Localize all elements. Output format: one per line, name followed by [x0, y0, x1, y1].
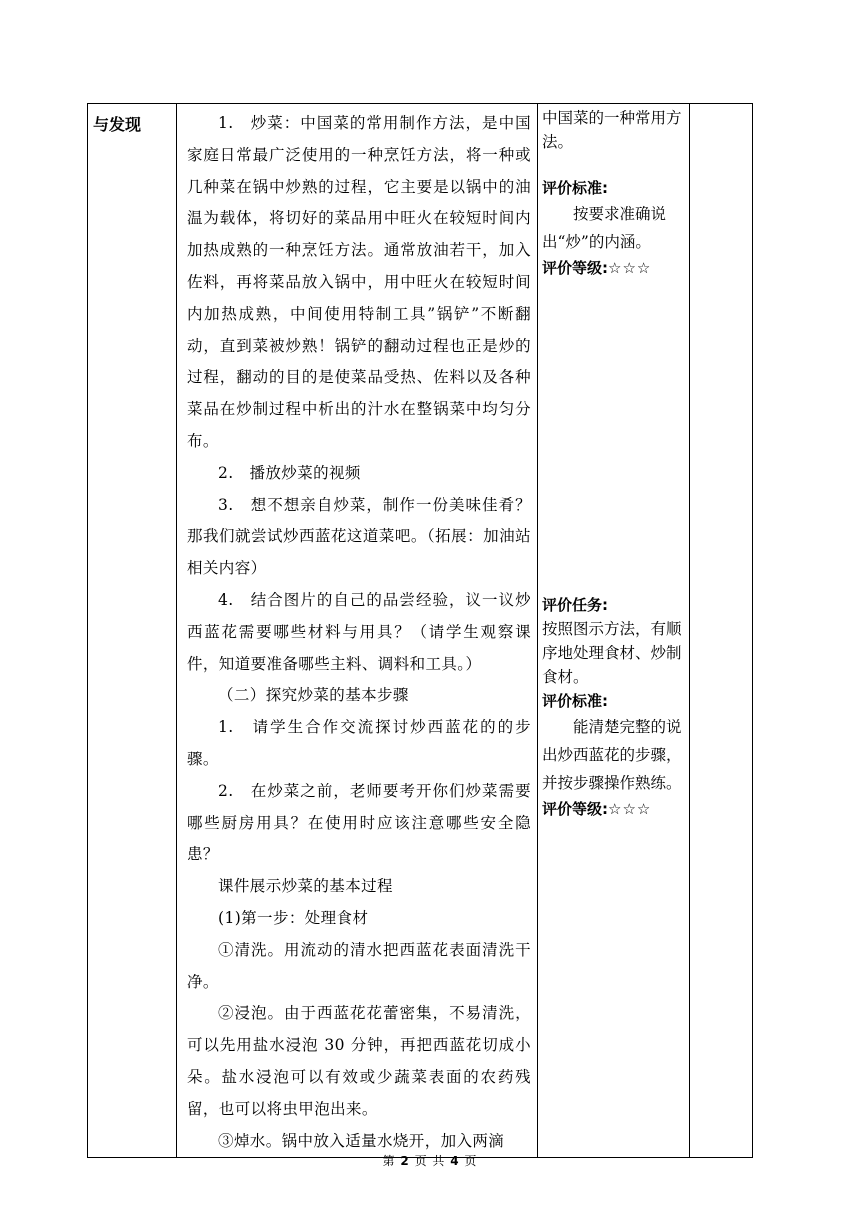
table-row	[88, 104, 753, 1158]
eval-task-label: 评价任务:	[542, 596, 608, 614]
content-paragraph: ②浸泡。由于西蓝花花蕾密集，不易清洗，可以先用盐水浸泡 30 分钟，再把西蓝花切成小朵。盐水浸泡可以有效或少蔬菜表面的农药残留，也可以将虫甲泡出来。	[187, 1004, 531, 1118]
footer-page-total: 4	[450, 1154, 460, 1168]
content-text	[177, 104, 537, 1157]
content-paragraph: ③焯水。锅中放入适量水烧开，加入两滴	[218, 1131, 505, 1150]
footer-suffix: 页	[464, 1154, 478, 1168]
eval-grade-label: 评价等级:	[542, 800, 608, 818]
footer-mid: 页 共	[414, 1154, 446, 1168]
eval-grade	[542, 256, 683, 280]
footer-prefix: 第	[382, 1154, 396, 1168]
star-rating-icon: ☆☆☆	[608, 259, 652, 277]
evaluation-text	[538, 104, 689, 821]
stage-label: 与发现	[93, 115, 142, 134]
content-paragraph: 1. 炒菜：中国菜的常用制作方法，是中国家庭日常最广泛使用的一种烹饪方法，将一种或几种菜在锅中炒熟的过程，它主要是以锅中的油温为载体，将切好的菜品用中旺火在较短时间内加热成熟的一种烹饪方法。通常放油若干，加入佐料，再将菜品放入锅中，用中旺火在较短时间内加热成熟，中间使用特制工具”锅铲”不断翻动，直到菜被炒熟！锅铲的翻动过程也正是炒的过程，翻动的目的是使菜品受热、佐料以及各种菜品在炒制过程中析出的汁水在整锅菜中均匀分布。	[187, 114, 531, 450]
content-paragraph: 2. 播放炒菜的视频	[218, 463, 361, 482]
content-cell	[177, 104, 538, 1158]
lesson-plan-table	[87, 103, 753, 1158]
eval-intro: 中国菜的一种常用方法。	[542, 109, 682, 151]
content-paragraph: (1)第一步：处理食材	[218, 908, 369, 927]
page-footer	[0, 1152, 860, 1169]
content-paragraph: 3. 想不想亲自炒菜，制作一份美味佳肴？那我们就尝试炒西蓝花这道菜吧。（拓展：加油站相关内容）	[187, 495, 531, 578]
content-paragraph: 1. 请学生合作交流探讨炒西蓝花的的步骤。	[187, 718, 531, 768]
stage-cell	[88, 104, 177, 1158]
notes-cell	[690, 104, 753, 1158]
content-paragraph: 课件展示炒菜的基本过程	[218, 877, 393, 896]
eval-grade-label: 评价等级:	[542, 259, 608, 277]
eval-standard-label: 评价标准:	[542, 179, 608, 197]
content-paragraph: 4. 结合图片的自己的品尝经验，议一议炒西蓝花需要哪些材料与用具？（请学生观察课件，知道要准备哪些主料、调料和工具。）	[187, 590, 531, 673]
content-paragraph: 2. 在炒菜之前，老师要考开你们炒菜需要哪些厨房用具？在使用时应该注意哪些安全隐患？	[187, 781, 531, 864]
eval-task-text: 按照图示方法，有顺序地处理食材、炒制食材。	[542, 620, 682, 686]
content-paragraph: ①清洗。用流动的清水把西蓝花表面清洗干净。	[187, 940, 531, 991]
eval-grade	[542, 797, 683, 821]
eval-standard-text: 按要求准确说出“炒”的内涵。	[542, 205, 667, 251]
eval-standard-text: 能清楚完整的说出炒西蓝花的步骤，并按步骤操作熟练。	[542, 718, 682, 792]
evaluation-cell	[538, 104, 690, 1158]
content-paragraph: （二）探究炒菜的基本步骤	[218, 686, 409, 705]
eval-standard-label: 评价标准:	[542, 692, 608, 710]
footer-page-current: 2	[400, 1154, 410, 1168]
star-rating-icon: ☆☆☆	[608, 800, 652, 818]
